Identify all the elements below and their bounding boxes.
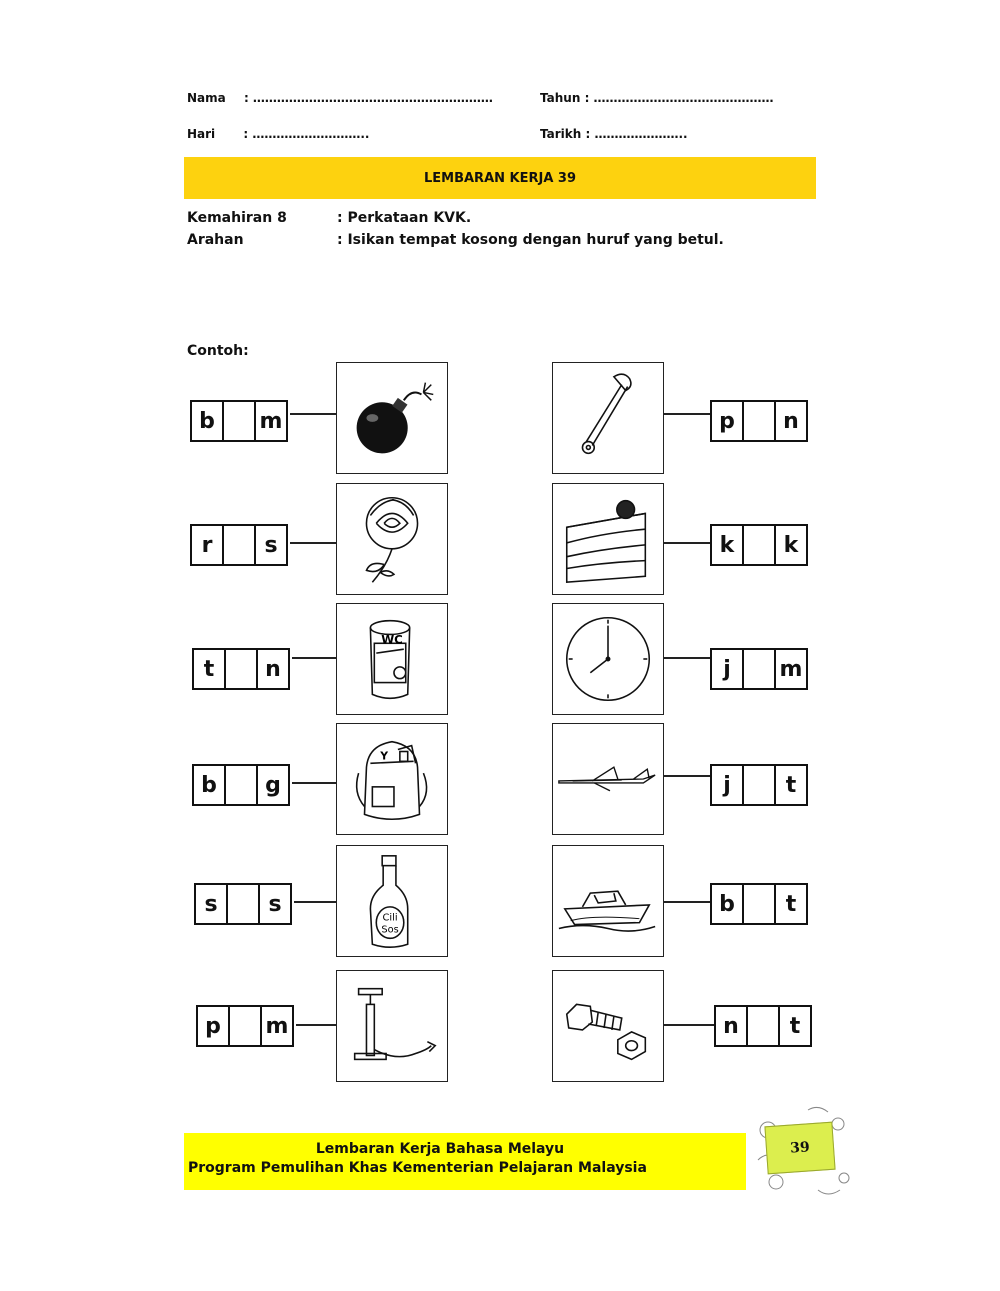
connector-line	[292, 657, 336, 659]
letter-box-last: n	[774, 400, 808, 442]
sauce-bottle-icon	[337, 846, 447, 956]
connector-line	[664, 657, 710, 659]
footer-banner	[184, 1133, 746, 1190]
word-boxes-sauce	[194, 883, 292, 925]
letter-box-last: n	[256, 648, 290, 690]
example-label: Contoh:	[187, 343, 249, 359]
word-boxes-rose	[190, 524, 288, 566]
letter-box-blank[interactable]	[224, 764, 258, 806]
word-boxes-pin	[710, 400, 808, 442]
tin-can-icon	[337, 604, 447, 714]
letter-box-first: r	[190, 524, 224, 566]
date-label: Tarikh	[540, 127, 582, 141]
connector-line	[664, 413, 710, 415]
clock-picture	[552, 603, 664, 715]
day-line: : ………………………..	[243, 127, 370, 141]
date-line: : …………………..	[585, 127, 688, 141]
boat-icon	[553, 846, 663, 956]
letter-box-blank[interactable]	[742, 883, 776, 925]
bomb-picture	[336, 362, 448, 474]
connector-line	[664, 901, 710, 903]
letter-box-blank[interactable]	[746, 1005, 780, 1047]
pin-picture	[552, 362, 664, 474]
pump-picture	[336, 970, 448, 1082]
footer-line-1: Lembaran Kerja Bahasa Melayu	[315, 1141, 565, 1157]
connector-line	[664, 1024, 714, 1026]
day-field	[187, 127, 369, 141]
cake-picture	[552, 483, 664, 595]
nut-bolt-picture	[552, 970, 664, 1082]
letter-box-first: j	[710, 648, 744, 690]
letter-box-blank[interactable]	[742, 648, 776, 690]
backpack-picture	[336, 723, 448, 835]
clock-icon	[553, 604, 663, 714]
letter-box-last: t	[774, 764, 808, 806]
connector-line	[664, 542, 710, 544]
name-line: : ……………………………………………………	[243, 91, 493, 105]
jet-plane-icon	[553, 724, 663, 834]
direction-label: Arahan	[187, 232, 244, 248]
letter-box-first: b	[190, 400, 224, 442]
letter-box-first: t	[192, 648, 226, 690]
connector-line	[664, 775, 710, 777]
word-boxes-can	[192, 648, 290, 690]
letter-box-last: m	[260, 1005, 294, 1047]
day-label: Hari	[187, 127, 216, 141]
letter-box-last: g	[256, 764, 290, 806]
word-boxes-cake	[710, 524, 808, 566]
cake-icon	[553, 484, 663, 594]
year-field	[540, 91, 774, 105]
jet-picture	[552, 723, 664, 835]
letter-box-first: p	[196, 1005, 230, 1047]
can-picture	[336, 603, 448, 715]
letter-box-blank[interactable]	[224, 648, 258, 690]
rose-icon	[337, 484, 447, 594]
name-label: Nama	[187, 91, 226, 105]
name-field	[187, 91, 493, 105]
bottle-label-2: Sos	[381, 924, 399, 936]
connector-line	[290, 413, 336, 415]
letter-box-blank[interactable]	[222, 524, 256, 566]
footer-line-2: Program Pemulihan Khas Kementerian Pelajaran Malaysia	[188, 1160, 647, 1176]
letter-box-first: b	[192, 764, 226, 806]
letter-box-blank[interactable]	[228, 1005, 262, 1047]
letter-box-last: t	[778, 1005, 812, 1047]
letter-box-blank[interactable]	[742, 764, 776, 806]
letter-box-first: j	[710, 764, 744, 806]
letter-box-first: s	[194, 883, 228, 925]
word-boxes-boat	[710, 883, 808, 925]
letter-box-blank[interactable]	[742, 524, 776, 566]
backpack-icon	[337, 724, 447, 834]
word-boxes-bomb	[190, 400, 288, 442]
connector-line	[296, 1024, 336, 1026]
letter-box-last: k	[774, 524, 808, 566]
air-pump-icon	[337, 971, 447, 1081]
letter-box-last: s	[254, 524, 288, 566]
sauce-picture	[336, 845, 448, 957]
skill-value: : Perkataan KVK.	[337, 210, 472, 226]
connector-line	[290, 542, 336, 544]
connector-line	[294, 901, 336, 903]
letter-box-blank[interactable]	[226, 883, 260, 925]
letter-box-last: t	[774, 883, 808, 925]
letter-box-first: p	[710, 400, 744, 442]
word-boxes-clock	[710, 648, 808, 690]
letter-box-blank[interactable]	[742, 400, 776, 442]
word-boxes-bag	[192, 764, 290, 806]
date-field	[540, 127, 688, 141]
letter-box-last: m	[774, 648, 808, 690]
year-line: : ………………………………………	[584, 91, 774, 105]
page-number: 39	[764, 1122, 835, 1175]
word-boxes-nut	[714, 1005, 812, 1047]
bomb-icon	[337, 363, 447, 473]
bag-letter: Y	[380, 749, 389, 763]
connector-line	[292, 782, 336, 784]
skill-label: Kemahiran 8	[187, 210, 287, 226]
can-label: WC	[381, 632, 403, 647]
letter-box-last: m	[254, 400, 288, 442]
word-boxes-jet	[710, 764, 808, 806]
letter-box-last: s	[258, 883, 292, 925]
worksheet-title: LEMBARAN KERJA 39	[184, 157, 816, 199]
letter-box-first: b	[710, 883, 744, 925]
letter-box-first: k	[710, 524, 744, 566]
rose-picture	[336, 483, 448, 595]
year-label: Tahun	[540, 91, 581, 105]
word-boxes-pump	[196, 1005, 294, 1047]
nut-bolt-icon	[553, 971, 663, 1081]
safety-pin-icon	[553, 363, 663, 473]
bottle-label-1: Cili	[382, 912, 398, 924]
letter-box-blank[interactable]	[222, 400, 256, 442]
letter-box-first: n	[714, 1005, 748, 1047]
boat-picture	[552, 845, 664, 957]
direction-value: : Isikan tempat kosong dengan huruf yang betul.	[337, 232, 724, 248]
